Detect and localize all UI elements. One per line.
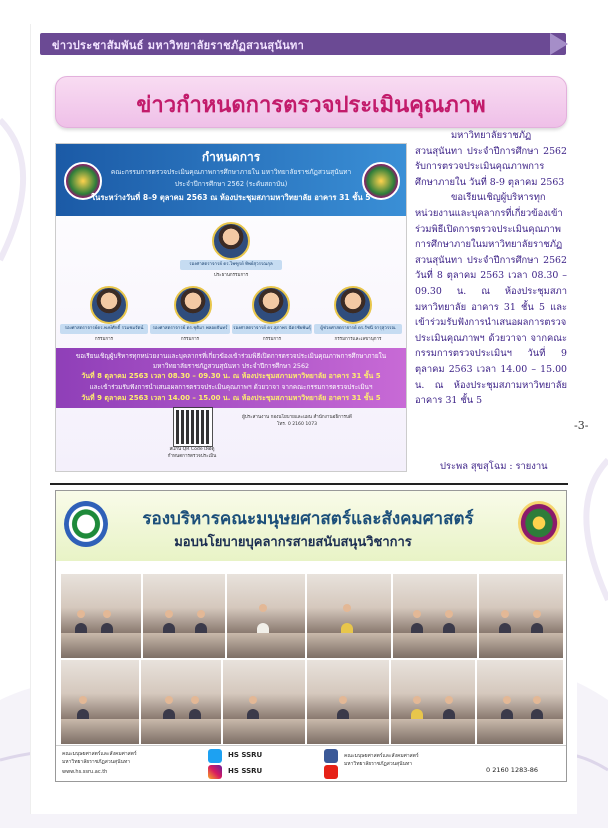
member-photo-3 — [252, 286, 290, 324]
qr-caption: สแกน QR Code เพื่อดูกำหนดการตรวจประเมิน — [167, 447, 217, 459]
footer-fb-2: มหาวิทยาลัยราชภัฏสวนสุนันทา — [344, 761, 413, 767]
header-text: ข่าวประชาสัมพันธ์ มหาวิทยาลัยราชภัฏสวนสุนันทา — [52, 39, 305, 52]
chair-role: ประธานกรรมการ — [213, 273, 249, 278]
poster-invite-3: และเข้าร่วมรับฟังการนำเสนอผลการตรวจประเมินคุณภาพฯ ด้วยวาจา จากคณะกรรมการตรวจประเมินฯ — [89, 383, 373, 391]
youtube-icon — [324, 765, 338, 779]
meeting-photo-10 — [306, 659, 390, 745]
news2-title: รองบริหารคณะมนุษยศาสตร์และสังคมศาสตร์ — [142, 509, 474, 529]
member-name-1: รองศาสตราจารย์ดร.พงษ์ศักดิ์ รวมชมรัตน์ — [60, 324, 148, 334]
title-box — [55, 76, 567, 128]
poster-date-1: วันที่ 8 ตุลาคม 2563 เวลา 08.30 – 09.30 น. ณ ห้องประชุมสภามหาวิทยาลัย อาคาร 31 ชั้น 5 — [81, 372, 381, 380]
member-photo-1 — [90, 286, 128, 324]
member-photo-4 — [334, 286, 372, 324]
meeting-photo-7 — [60, 659, 140, 745]
footer-phone: 0 2160 1283-86 — [486, 766, 538, 774]
footer-org-1: คณะมนุษยศาสตร์และสังคมศาสตร์ — [62, 751, 137, 757]
meeting-photo-2 — [142, 573, 226, 659]
article-text — [415, 128, 567, 409]
meeting-photo-9 — [222, 659, 306, 745]
news2-header — [56, 491, 566, 561]
meeting-photo-11 — [390, 659, 476, 745]
facebook-icon — [324, 749, 338, 763]
poster-date-2: วันที่ 9 ตุลาคม 2563 เวลา 14.00 – 15.00 น. ณ ห้องประชุมสภามหาวิทยาลัย อาคาร 31 ชั้น 5 — [81, 394, 381, 402]
poster-invite-2: มหาวิทยาลัยราชภัฏสวนสุนันทา ประจำปีการศึกษา 2562 — [152, 362, 310, 370]
page-number: -3- — [574, 419, 589, 432]
news2-panel — [55, 490, 567, 782]
faculty-logo-icon — [64, 501, 108, 547]
poster-line-3: ในระหว่างวันที่ 8–9 ตุลาคม 2563 ณ ห้องประชุมสภามหาวิทยาลัย อาคาร 31 ชั้น 5 — [91, 193, 371, 202]
member-name-4: ผู้ช่วยศาสตราจารย์ ดร.รัชนี จารุสุวรรณ — [314, 324, 402, 334]
poster-heading: กำหนดการ — [201, 150, 261, 164]
news2-subtitle: มอบนโยบายบุคลากรสายสนับสนุนวิชาการ — [174, 535, 412, 550]
meeting-photo-12 — [476, 659, 564, 745]
member-role-1: กรรมการ — [94, 337, 114, 342]
section-divider — [50, 483, 568, 485]
poster-line-2: ประจำปีการศึกษา 2562 (ระดับสถาบัน) — [174, 180, 288, 188]
chair-photo — [212, 222, 250, 260]
qr-code-icon — [174, 408, 212, 446]
university-seal-icon — [518, 501, 560, 545]
poster-invite-band — [56, 348, 406, 408]
poster-image — [55, 143, 407, 472]
poster-line-1: คณะกรรมการตรวจประเมินคุณภาพการศึกษาภายใน มหาวิทยาลัยราชภัฏสวนสุนันทา — [110, 168, 352, 176]
article-reporter: ประพล สุขสุโฉม : รายงาน — [440, 461, 548, 472]
instagram-handle: HS SSRU — [228, 767, 263, 775]
member-role-3: กรรมการ — [262, 337, 282, 342]
footer-org-2: มหาวิทยาลัยราชภัฏสวนสุนันทา — [62, 759, 131, 765]
meeting-photo-8 — [140, 659, 222, 745]
meeting-photo-5 — [392, 573, 478, 659]
twitter-icon — [208, 749, 222, 763]
member-name-2: รองศาสตราจารย์ ดร.ชุติมา พลอยจันทร์ — [150, 324, 230, 334]
page-title: ข่าวกำหนดการตรวจประเมินคุณภาพ — [136, 92, 486, 118]
poster-contact: ผู้ประสานงาน กองนโยบายและแผน สำนักงานอธิการบดี โทร. 0 2160 1073 — [242, 415, 352, 427]
member-name-3: รองศาสตราจารย์ ดร.สุภาพร ฉัตรชัยพันธุ์ — [232, 324, 312, 334]
meeting-photo-1 — [60, 573, 142, 659]
member-photo-2 — [174, 286, 212, 324]
meeting-photo-6 — [478, 573, 564, 659]
member-role-2: กรรมการ — [180, 337, 200, 342]
twitter-handle: HS SSRU — [228, 751, 263, 759]
meeting-photo-4 — [306, 573, 392, 659]
instagram-icon — [208, 765, 222, 779]
chair-name: รองศาสตราจารย์ ดร.ไพฑูรย์ ทิพย์สุวรรณกุล — [180, 260, 282, 270]
poster-invite-1: ขอเรียนเชิญผู้บริหารทุกหน่วยงานและบุคลากรที่เกี่ยวข้องเข้าร่วมพิธีเปิดการตรวจประเมินคุณภาพการศึกษาภายใน — [75, 352, 387, 360]
meeting-photo-3 — [226, 573, 306, 659]
news2-footer — [56, 745, 566, 782]
poster-header-band — [56, 144, 406, 216]
footer-web: www.hs.ssru.ac.th — [62, 769, 108, 775]
article-paragraph-1: มหาวิทยาลัยราชภัฏสวนสุนันทา ประจำปีการศึกษา 2562 รับการตรวจประเมินคุณภาพการศึกษาภายใน วันที่ 8-9 ตุลาคม 2563 — [415, 130, 567, 188]
article-paragraph-2: ขอเรียนเชิญผู้บริหารทุกหน่วยงานและบุคลากรที่เกี่ยวข้องเข้าร่วมพิธีเปิดการตรวจประเมินคุณภาพการศึกษาภายในมหาวิทยาลัยราชภัฏสวนสุนันทา ประจำปีการศึกษา 2562 วันที่ 8 ตุลาคม 2563 เวลา 08.30 – 09.30 น. ณ ห้องประชุมสภามหาวิทยาลัย อาคาร 31 ชั้น 5 และเข้าร่วมรับฟังการนำเสนอผลการตรวจประเมินคุณภาพฯ ด้วยวาจา จากคณะกรรมการตรวจประเมินฯ วันที่ 9 ตุลาคม 2563 เวลา 14.00 – 15.00 น. ณ ห้องประชุมสภามหาวิทยาลัย อาคาร 31 ชั้น 5 — [415, 192, 567, 407]
footer-fb-1: คณะมนุษยศาสตร์และสังคมศาสตร์ — [344, 753, 419, 759]
member-role-4: กรรมการและเลขานุการ — [334, 337, 382, 342]
corner-tab — [550, 33, 568, 55]
